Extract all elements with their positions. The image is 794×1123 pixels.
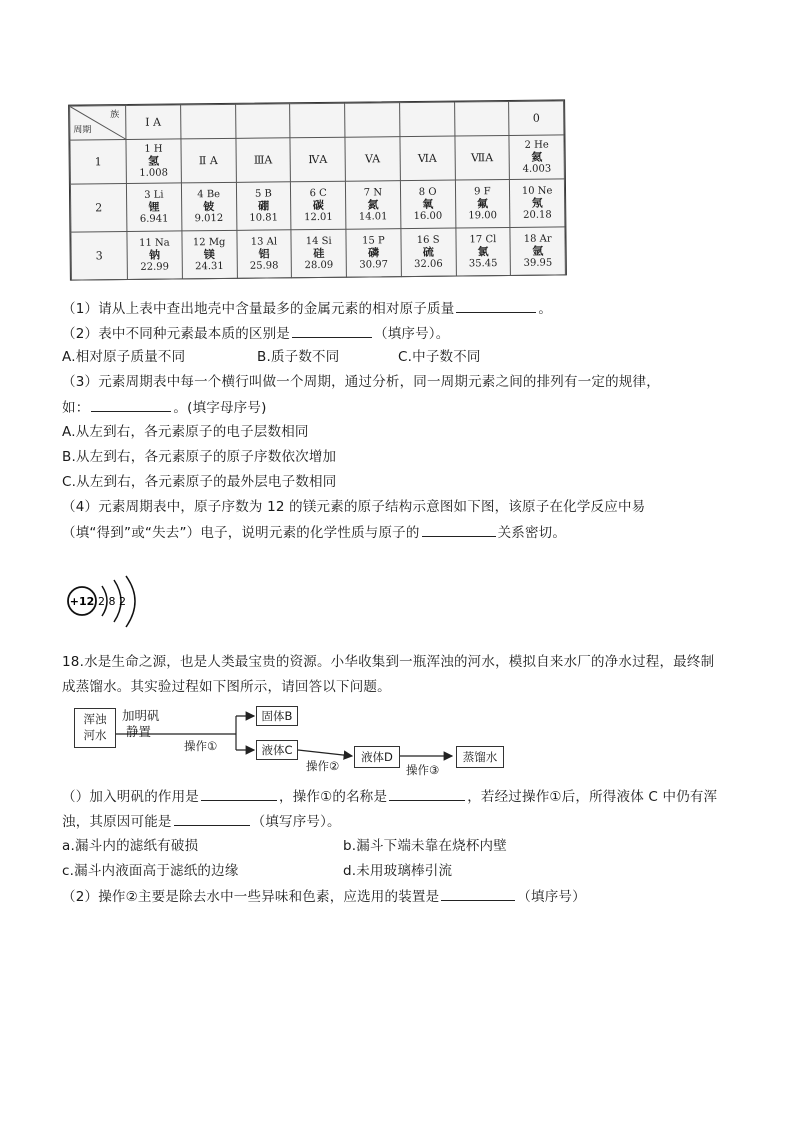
element-cell: 14 Si 硅 28.09 <box>291 229 346 278</box>
element-h: 1 H 氢 1.008 <box>126 139 181 184</box>
element-cell: 10 Ne 氖 20.18 <box>510 179 565 228</box>
operation-3-label: 操作③ <box>406 763 440 777</box>
empty-cell <box>345 103 400 138</box>
period-3: 3 <box>71 231 127 280</box>
group-header-4a: ⅣA <box>290 137 345 182</box>
empty-cell <box>180 104 235 139</box>
period-2: 2 <box>70 184 126 233</box>
q18-intro-line1: 18.水是生命之源，也是人类最宝贵的资源。小华收集到一瓶浑浊的河水，模拟自来水厂的净水过程，最终制 <box>62 654 715 670</box>
answer-blank[interactable] <box>91 397 171 412</box>
distilled-water-box: 蒸馏水 <box>456 746 504 768</box>
answer-blank[interactable] <box>441 886 515 901</box>
element-cell: 16 S 硫 32.06 <box>401 228 456 277</box>
group-header-7a: ⅦA <box>454 135 509 180</box>
q17-part4-line1: （4）元素周期表中，原子序数为 12 的镁元素的原子结构示意图如下图，该原子在化学反应中易 <box>62 499 646 515</box>
liquid-c-box: 液体C <box>256 740 298 760</box>
empty-cell <box>290 103 345 138</box>
group-header-5a: VA <box>345 137 400 182</box>
group-header-2a: Ⅱ A <box>181 138 236 183</box>
element-cell: 6 C 碳 12.01 <box>291 181 346 230</box>
group-header-3a: ⅢA <box>235 138 290 183</box>
element-cell: 5 B 硼 10.81 <box>236 182 291 231</box>
element-cell: 18 Ar 氩 39.95 <box>510 227 565 276</box>
magnesium-atom-diagram <box>62 574 162 629</box>
q18-option-b: b.漏斗下端未靠在烧杯内壁 <box>343 838 507 854</box>
q17-part3-option-a: A.从左到右，各元素原子的电子层数相同 <box>62 424 309 440</box>
q17-part3-line1: （3）元素周期表中每一个横行叫做一个周期，通过分析，同一周期元素之间的排列有一定的规律， <box>62 374 660 390</box>
arrow-to-liquid-d <box>298 750 352 756</box>
q17-part2: （2）表中不同种元素最本质的区别是 （填序号）。 <box>62 323 449 344</box>
element-cell: 4 Be 铍 9.012 <box>181 182 236 231</box>
q17-part4-line2: （填“得到”或“失去”）电子，说明元素的化学性质与原子的 关系密切。 <box>62 522 566 543</box>
q18-part1-line2: 浊，其原因可能是 （填写序号）。 <box>62 811 341 832</box>
element-he: 2 He 氦 4.003 <box>509 135 564 180</box>
solid-b-box: 固体B <box>256 706 298 726</box>
element-cell: 3 Li 锂 6.941 <box>126 183 181 232</box>
empty-cell <box>454 101 509 136</box>
add-alum-label: 加明矾 <box>122 708 160 723</box>
operation-2-label: 操作② <box>306 759 340 773</box>
q18-option-a: a.漏斗内的滤纸有破损 <box>62 838 199 854</box>
q17-part2-option-a: A.相对原子质量不同 <box>62 349 186 365</box>
water-purification-flow <box>74 702 544 778</box>
group-header-1a: I A <box>126 105 181 140</box>
q18-intro-line2: 成蒸馏水。其实验过程如下图所示，请回答以下问题。 <box>62 679 391 695</box>
operation-1-label: 操作① <box>184 739 218 753</box>
element-cell: 11 Na 钠 22.99 <box>127 231 182 280</box>
element-cell: 12 Mg 镁 24.31 <box>182 230 237 279</box>
table-corner: 族 周期 <box>70 106 126 141</box>
shell-electrons: 2 8 2 <box>98 595 126 608</box>
q17-part1: （1）请从上表中查出地壳中含量最多的金属元素的相对原子质量 。 <box>62 298 552 319</box>
settle-label: 静置 <box>126 724 152 739</box>
muddy-water-box: 浑浊 河水 <box>74 708 116 748</box>
element-cell: 15 P 磷 30.97 <box>346 229 401 278</box>
empty-cell <box>235 104 290 139</box>
nucleus-charge: +12 <box>69 595 95 608</box>
group-header-0: 0 <box>509 101 564 136</box>
empty-cell <box>399 102 454 137</box>
element-cell: 7 N 氮 14.01 <box>345 181 400 230</box>
q17-part3-line2: 如： 。(填字母序号) <box>62 397 267 418</box>
answer-blank[interactable] <box>292 323 372 338</box>
q18-option-d: d.未用玻璃棒引流 <box>343 863 453 879</box>
element-cell: 9 F 氟 19.00 <box>455 179 510 228</box>
answer-blank[interactable] <box>456 298 536 313</box>
electron-shell-3 <box>126 576 135 627</box>
liquid-d-box: 液体D <box>354 746 400 768</box>
periodic-table <box>68 99 567 280</box>
element-cell: 8 O 氧 16.00 <box>400 180 455 229</box>
q17-part3-option-b: B.从左到右，各元素原子的原子序数依次增加 <box>62 449 337 465</box>
answer-blank[interactable] <box>174 811 250 826</box>
group-header-6a: ⅥA <box>400 136 455 181</box>
element-cell: 17 Cl 氯 35.45 <box>455 227 510 276</box>
q18-option-c: c.漏斗内液面高于滤纸的边缘 <box>62 863 239 879</box>
answer-blank[interactable] <box>389 786 465 801</box>
answer-blank[interactable] <box>422 522 496 537</box>
q18-part2: （2）操作②主要是除去水中一些异味和色素，应选用的装置是 （填序号） <box>62 886 586 907</box>
q17-part2-option-c: C.中子数不同 <box>398 349 481 365</box>
element-cell: 13 Al 铝 25.98 <box>236 230 291 279</box>
q17-part2-option-b: B.质子数不同 <box>257 349 340 365</box>
period-1: 1 <box>70 140 126 185</box>
q17-part3-option-c: C.从左到右，各元素原子的最外层电子数相同 <box>62 474 337 490</box>
answer-blank[interactable] <box>201 786 277 801</box>
q18-part1-line1: （）加入明矾的作用是 ，操作①的名称是 ，若经过操作①后，所得液体 C 中仍有浑 <box>62 786 717 807</box>
